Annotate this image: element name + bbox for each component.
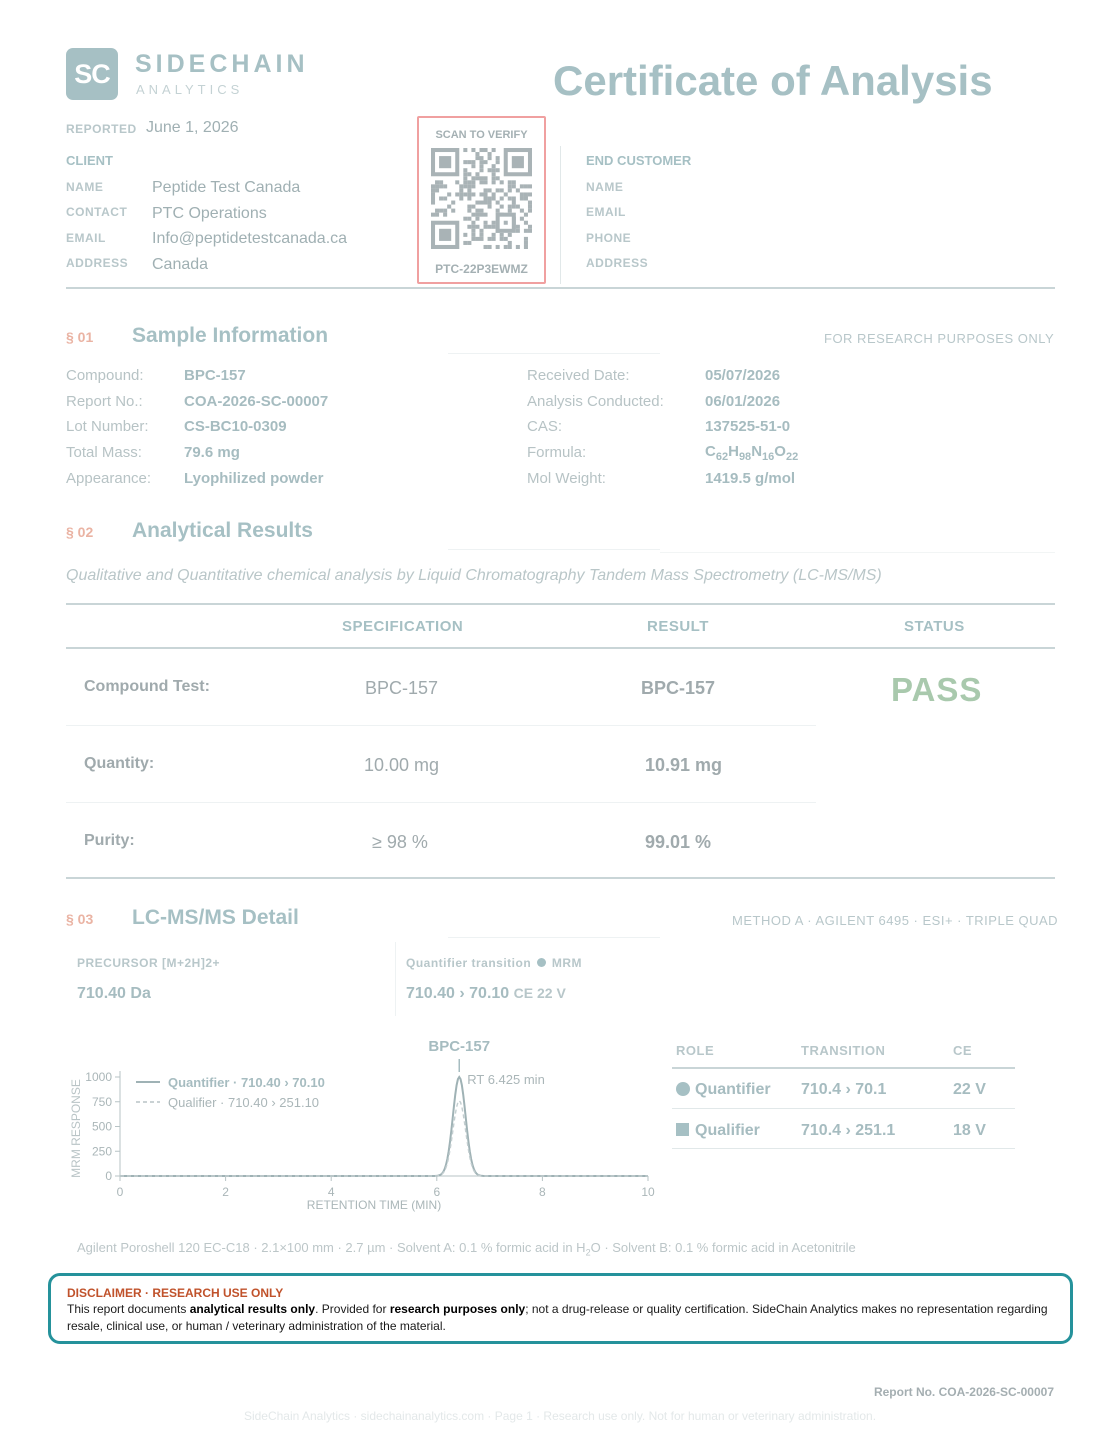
client-contact-label: CONTACT bbox=[66, 205, 128, 219]
client-address-label: ADDRESS bbox=[66, 256, 129, 270]
transition-table-header-rule bbox=[672, 1067, 1015, 1069]
client-name-label: NAME bbox=[66, 180, 104, 194]
lot-number-value: CS-BC10-0309 bbox=[184, 418, 287, 435]
disclaimer-box bbox=[48, 1273, 1073, 1344]
header-divider bbox=[560, 146, 561, 284]
legend-quantifier-label: Quantifier · 710.40 › 70.10 bbox=[168, 1075, 325, 1090]
precursor-label: PRECURSOR [M+2H]2+ bbox=[77, 956, 221, 970]
y-tick-label: 0 bbox=[105, 1169, 112, 1183]
report-no-value: COA-2026-SC-00007 bbox=[184, 393, 329, 410]
results-table-bottom-rule bbox=[66, 877, 1055, 879]
analysis-method-subtitle: Qualitative and Quantitative chemical analysis by Liquid Chromatography Tandem Mass Spectrometry (LC-MS/MS) bbox=[66, 567, 882, 584]
section-1-title: Sample Information bbox=[132, 324, 329, 347]
section-3-number: § 03 bbox=[66, 911, 94, 927]
mol-weight-value: 1419.5 g/mol bbox=[705, 470, 796, 487]
col-specification: SPECIFICATION bbox=[342, 618, 464, 635]
footer-line: SideChain Analytics · sidechainanalytics.com · Page 1 · Research use only. Not for human or veterinary administration. bbox=[243, 1409, 877, 1423]
end-customer-address-label: ADDRESS bbox=[586, 256, 649, 270]
y-axis-label: MRM RESPONSE bbox=[69, 1079, 83, 1178]
qr-verification-code: PTC-22P3EWMZ bbox=[435, 262, 528, 276]
compound-value: BPC-157 bbox=[184, 367, 246, 384]
x-tick-label: 4 bbox=[327, 1185, 335, 1199]
peak-annotation: RT 6.425 min bbox=[467, 1072, 545, 1087]
client-email-label: EMAIL bbox=[66, 231, 106, 245]
header-rule bbox=[66, 287, 1055, 289]
end-customer-email-label: EMAIL bbox=[586, 205, 626, 219]
col-role: ROLE bbox=[676, 1043, 715, 1058]
reported-label: REPORTED bbox=[66, 122, 137, 136]
quantifier-transition: 710.4 › 70.1 bbox=[801, 1081, 887, 1098]
qualifier-square-icon bbox=[676, 1123, 689, 1136]
total-mass-value: 79.6 mg bbox=[184, 444, 240, 461]
total-mass-label: Total Mass: bbox=[66, 444, 142, 461]
compound-test-label: Compound Test: bbox=[84, 678, 210, 695]
col-status: STATUS bbox=[904, 618, 965, 635]
results-table-header-rule bbox=[66, 647, 1055, 649]
formula-value: $C_{62}H_{98}N_{16}O_{22}$ bbox=[705, 443, 799, 463]
section-3-rule bbox=[448, 937, 660, 938]
end-customer-heading: END CUSTOMER bbox=[586, 153, 692, 168]
quantity-result: 10.91 mg bbox=[645, 755, 723, 775]
section-2-title: Analytical Results bbox=[132, 519, 313, 542]
brand-subtitle: ANALYTICS bbox=[136, 82, 244, 97]
y-tick-label: 500 bbox=[91, 1119, 112, 1134]
quantity-spec: 10.00 mg bbox=[364, 755, 440, 775]
purity-result: 99.01 % bbox=[645, 832, 712, 852]
cas-value: 137525-51-0 bbox=[705, 418, 791, 435]
x-axis-label: RETENTION TIME (MIN) bbox=[306, 1198, 442, 1212]
compound-test-spec: BPC-157 bbox=[365, 678, 439, 698]
qualifier-ce: 18 V bbox=[953, 1122, 986, 1139]
col-transition: TRANSITION bbox=[801, 1043, 886, 1058]
lot-number-label: Lot Number: bbox=[66, 418, 149, 435]
precursor-divider bbox=[395, 942, 396, 1016]
disclaimer-title: DISCLAIMER · RESEARCH USE ONLY bbox=[67, 1286, 284, 1300]
qualifier-transition: 710.4 › 251.1 bbox=[801, 1122, 896, 1139]
legend-qualifier-label: Qualifier · 710.40 › 251.10 bbox=[168, 1095, 320, 1110]
y-tick-label: 1000 bbox=[85, 1070, 112, 1084]
qualifier-role: Qualifier bbox=[695, 1122, 760, 1139]
section-3-title: LC-MS/MS Detail bbox=[132, 906, 299, 929]
x-tick-label: 2 bbox=[222, 1185, 229, 1199]
column-conditions-note: Agilent Poroshell 120 EC-C18 · 2.1×100 mm · 2.7 µm · Solvent A: 0.1 % formic acid in $H_2O$ · Solvent B: 0.1 % formic acid in Acetonitrile bbox=[77, 1240, 856, 1258]
quantity-label: Quantity: bbox=[84, 755, 155, 772]
compound-test-result: BPC-157 bbox=[641, 678, 716, 698]
x-tick-label: 6 bbox=[433, 1185, 441, 1199]
report-no-label: Report No.: bbox=[66, 393, 143, 410]
client-name-value: Peptide Test Canada bbox=[152, 179, 301, 196]
qr-label: SCAN TO VERIFY bbox=[435, 129, 528, 141]
qr-code-icon[interactable] bbox=[431, 148, 532, 249]
received-date-value: 05/07/2026 bbox=[705, 367, 781, 384]
x-tick-label: 0 bbox=[116, 1185, 124, 1199]
section-2-number: § 02 bbox=[66, 524, 94, 540]
mol-weight-label: Mol Weight: bbox=[527, 470, 606, 487]
analysis-date-value: 06/01/2026 bbox=[705, 393, 781, 410]
status-badge: PASS bbox=[891, 671, 983, 708]
quantifier-ce: 22 V bbox=[953, 1081, 986, 1098]
company-logo: SC bbox=[66, 48, 118, 100]
cas-label: CAS: bbox=[527, 418, 563, 435]
analysis-date-label: Analysis Conducted: bbox=[527, 393, 664, 410]
brand-name: SIDECHAIN bbox=[135, 50, 309, 78]
end-customer-phone-label: PHONE bbox=[586, 231, 632, 245]
quantifier-circle-icon bbox=[676, 1082, 690, 1096]
x-tick-label: 8 bbox=[539, 1185, 546, 1199]
section-1-rule bbox=[448, 353, 660, 354]
transition-row-divider bbox=[672, 1108, 1015, 1109]
purity-label: Purity: bbox=[84, 832, 135, 849]
y-tick-label: 750 bbox=[91, 1094, 112, 1109]
precursor-value: 710.40 Da bbox=[77, 985, 151, 1002]
qualifier-trace bbox=[120, 1101, 648, 1176]
end-customer-name-label: NAME bbox=[586, 180, 624, 194]
x-tick-label: 10 bbox=[641, 1185, 655, 1199]
quantifier-trace bbox=[120, 1077, 648, 1176]
disclaimer-text: This report documents analytical results only. Provided for research purposes only; not a drug-release or quality certification. SideChain Analytics makes no representation regarding resale, clinical use, or human / veterinary administration of the material. bbox=[67, 1302, 1048, 1333]
section-2-rule-a bbox=[448, 549, 660, 550]
chromatogram-chart bbox=[60, 1030, 660, 1220]
compound-label: Compound: bbox=[66, 367, 144, 384]
y-tick-label: 250 bbox=[91, 1144, 112, 1159]
method-note: METHOD A · AGILENT 6495 · ESI+ · TRIPLE QUAD bbox=[732, 913, 1059, 928]
col-result: RESULT bbox=[647, 618, 709, 635]
client-address-value: Canada bbox=[152, 256, 209, 273]
row-divider-1 bbox=[66, 725, 816, 726]
row-divider-2 bbox=[66, 802, 816, 803]
reported-date: June 1, 2026 bbox=[146, 119, 239, 136]
chart-title: BPC-157 bbox=[428, 1038, 491, 1055]
appearance-label: Appearance: bbox=[66, 470, 152, 487]
quantifier-transition-value: 710.40 › 70.10 CE 22 V bbox=[406, 985, 566, 1002]
client-email-value[interactable]: Info@peptidetestcanada.ca bbox=[152, 230, 348, 247]
formula-label: Formula: bbox=[527, 444, 587, 461]
quantifier-transition-label: Quantifier transition MRM bbox=[406, 956, 583, 970]
quantifier-role: Quantifier bbox=[695, 1081, 771, 1098]
appearance-value: Lyophilized powder bbox=[184, 470, 324, 487]
col-ce: CE bbox=[953, 1043, 973, 1058]
purity-spec: ≥ 98 % bbox=[372, 832, 428, 852]
research-only-note: FOR RESEARCH PURPOSES ONLY bbox=[824, 331, 1055, 346]
mrm-dot-icon bbox=[537, 958, 546, 967]
transition-table-bottom-rule bbox=[672, 1148, 1015, 1149]
footer-report-no: Report No. COA-2026-SC-00007 bbox=[873, 1385, 1054, 1399]
results-table-top-rule bbox=[66, 603, 1055, 605]
section-2-rule-b bbox=[660, 552, 1055, 553]
section-1-number: § 01 bbox=[66, 329, 94, 345]
received-date-label: Received Date: bbox=[527, 367, 630, 384]
document-title: Certificate of Analysis bbox=[553, 57, 993, 104]
client-heading: CLIENT bbox=[66, 153, 113, 168]
client-contact-value: PTC Operations bbox=[152, 205, 267, 222]
